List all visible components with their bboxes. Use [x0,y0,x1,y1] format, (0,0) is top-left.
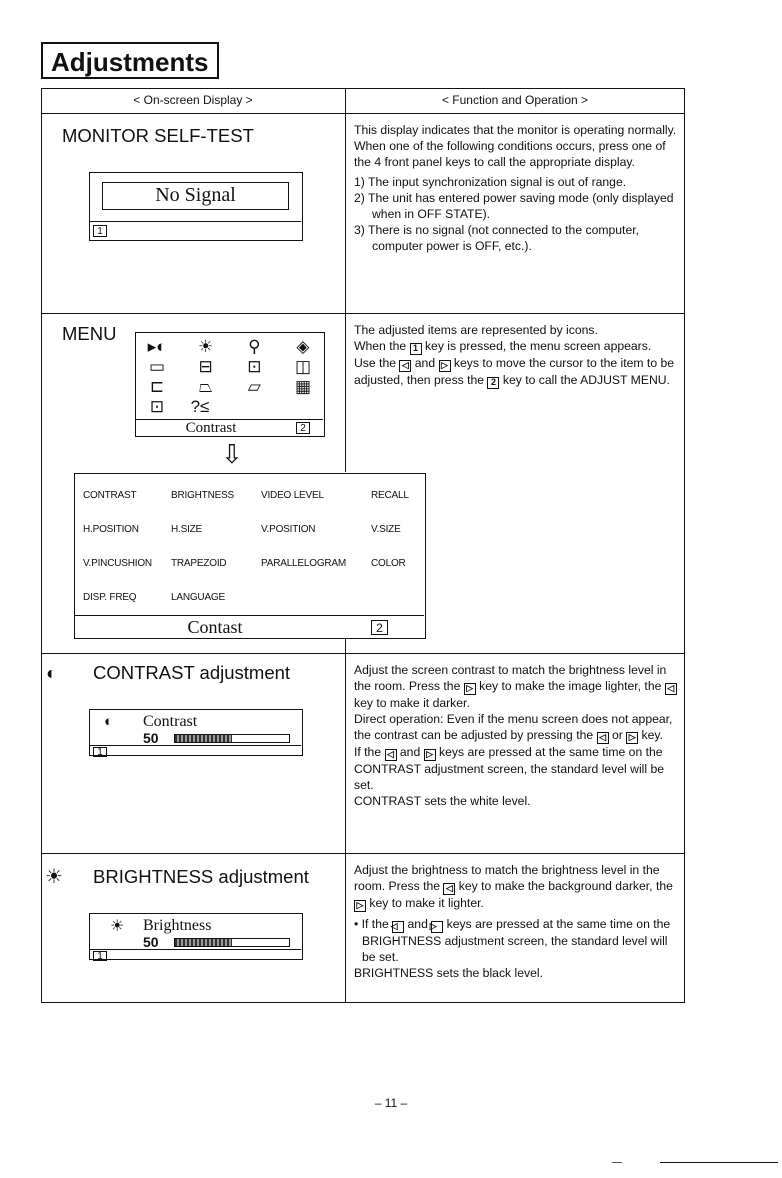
list-item: 2) The unit has entered power saving mode (only displayed when in OFF STATE). [354,191,674,221]
icon-row [142,357,318,377]
grid-row [83,490,423,524]
icon-row [142,337,318,357]
brightness-icon: ☀ [198,337,214,356]
trapezoid-icon: ⏢ [198,377,213,396]
grid-item: H.POSITION [83,524,139,535]
parallelogram-icon: ▱ [247,377,261,396]
grid-item: COLOR [371,558,406,569]
contrast-text: CONTRAST sets the white level. [354,794,531,808]
key-right-icon: ▷ [424,749,436,761]
brightness-osd-label: Brightness [143,917,212,934]
contrast-icon: ◐ [104,713,114,730]
column-divider-top [345,88,346,472]
brightness-level-bar [174,938,290,947]
key-right-icon: ▷ [464,683,476,695]
grid-item: BRIGHTNESS [171,490,235,501]
adjust-menu-grid [83,490,423,612]
footer-line [660,1162,778,1163]
brightness-title: BRIGHTNESS adjustment [93,866,309,887]
icon-row [142,377,318,397]
osd-footer-line [90,221,301,222]
contrast-description [354,662,679,809]
contrast-text: Adjust the screen contrast to match the brightness level in the room. Press the ▷ key to make the image lighter, the ◁ key to make it darker. [354,662,679,711]
v-size-icon: ◫ [294,357,311,376]
grid-item: H.SIZE [171,524,203,535]
v-position-icon: ⊡ [247,357,262,376]
key-right-icon: ▷ [354,900,366,912]
menu-description [354,322,679,389]
grid-item: LANGUAGE [171,592,225,603]
menu-text: When the 1 key is pressed, the menu screen appears. [354,339,652,353]
list-item: 3) There is no signal (not connected to the computer, computer power is OFF, etc.). [354,223,639,253]
page-title: Adjustments [41,42,219,79]
recall-icon: ◈ [296,337,310,356]
column-header-left: < On-screen Display > [133,93,253,107]
grid-item: RECALL [371,490,409,501]
contrast-level-bar [174,734,290,743]
brightness-osd-value: 50 [143,934,159,950]
key-right-icon: ▷ [439,360,451,372]
contrast-text: If the ◁ and ▷ keys are pressed at the same time on the CONTRAST adjustment screen, the standard level will be set. [354,745,665,792]
column-header-right: < Function and Operation > [441,93,589,107]
key-left-icon: ◁ [392,921,404,933]
menu-text: Use the ◁ and ▷ keys to move the cursor to the item to be adjusted, then press the 2 key to call the ADJUST MENU. [354,356,675,387]
key-2-icon: 2 [487,377,499,389]
h-position-icon: ▭ [148,357,166,376]
grid-row [83,558,423,592]
osd-footer-line [90,949,301,950]
menu-icon-grid [142,337,318,417]
footer-mark [612,1162,622,1163]
grid-item: CONTRAST [83,490,137,501]
key-right-icon: ▷ [626,732,638,744]
menu-text: The adjusted items are represented by icons. [354,323,598,337]
icon-row [142,397,318,417]
key-left-icon: ◁ [385,749,397,761]
row-divider-3 [41,853,685,854]
h-size-icon: ⊟ [198,357,213,376]
contrast-osd-label: Contrast [143,713,198,730]
key-left-icon: ◁ [443,883,455,895]
contrast-osd [89,709,303,756]
grid-row [83,592,423,612]
key-left-icon: ◁ [665,683,677,695]
page-number: – 11 – [374,1096,408,1110]
color-icon: ▦ [294,377,311,396]
key-left-icon: ◁ [597,732,609,744]
bar-fill [175,735,232,742]
row-divider-1 [41,313,685,314]
selftest-intro: This display indicates that the monitor is operating normally. When one of the following conditions occurs, press one of the 4 front panel keys to call the appropriate display. [354,123,677,169]
brightness-icon: ☀ [110,918,125,935]
contrast-icon: ◐ [46,663,57,683]
key-1-icon: 1 [93,225,107,237]
disp-freq-icon: ⊡ [149,397,165,416]
grid-item: TRAPEZOID [171,558,227,569]
grid-item: V.SIZE [371,524,401,535]
brightness-osd [89,913,303,960]
language-icon: ?≤ [190,397,210,416]
key-2-icon: 2 [296,422,310,434]
grid-item: V.POSITION [261,524,316,535]
contrast-icon: ▸◐ [147,337,167,356]
arrow-down-icon: ⇩ [221,439,243,469]
selftest-title: MONITOR SELF-TEST [62,125,254,146]
menu-osd [135,332,325,437]
bar-fill [175,939,232,946]
brightness-icon: ☀ [45,866,63,888]
osd-footer-line [75,615,424,616]
no-signal-box: No Signal [102,182,289,210]
row-divider-2 [41,653,685,654]
v-pincushion-icon: ⊏ [149,377,165,396]
grid-item: V.PINCUSHION [83,558,152,569]
brightness-text: BRIGHTNESS sets the black level. [354,966,543,980]
grid-item: PARALLELOGRAM [261,558,347,569]
contrast-title: CONTRAST adjustment [93,662,291,683]
key-1-icon: 1 [410,343,422,355]
video-level-icon: ⚲ [248,337,261,356]
brightness-description [354,862,679,981]
brightness-text: Adjust the brightness to match the brightness level in the room. Press the ◁ key to make the background darker, the ▷ key to make it lighter. [354,863,673,910]
key-right-icon: ▷ [431,921,443,933]
key-2-icon: 2 [371,620,388,635]
key-1-icon: 1 [93,951,107,961]
grid-item: VIDEO LEVEL [261,490,324,501]
column-divider-bottom [345,639,346,1003]
contrast-osd-value: 50 [143,730,159,746]
list-item: 1) The input synchronization signal is out of range. [354,175,627,189]
contrast-text: Direct operation: Even if the menu screen does not appear, the contrast can be adjusted by pressing the ◁ or ▷ key. [354,712,673,742]
brightness-text: • If the ◁ and ▷ keys are pressed at the same time on the BRIGHTNESS adjustment screen, the standard level will be set. [354,917,671,964]
adjust-menu-osd [74,473,426,639]
header-divider [41,113,685,114]
selftest-description [354,122,679,254]
adjust-menu-label: Contast [187,617,243,637]
menu-selected-label: Contrast [185,420,237,436]
osd-footer-line [90,745,301,746]
menu-title: MENU [62,323,117,344]
grid-row [83,524,423,558]
selftest-osd [89,172,303,241]
key-1-icon: 1 [93,747,107,757]
grid-item: DISP. FREQ [83,592,137,603]
key-left-icon: ◁ [399,360,411,372]
